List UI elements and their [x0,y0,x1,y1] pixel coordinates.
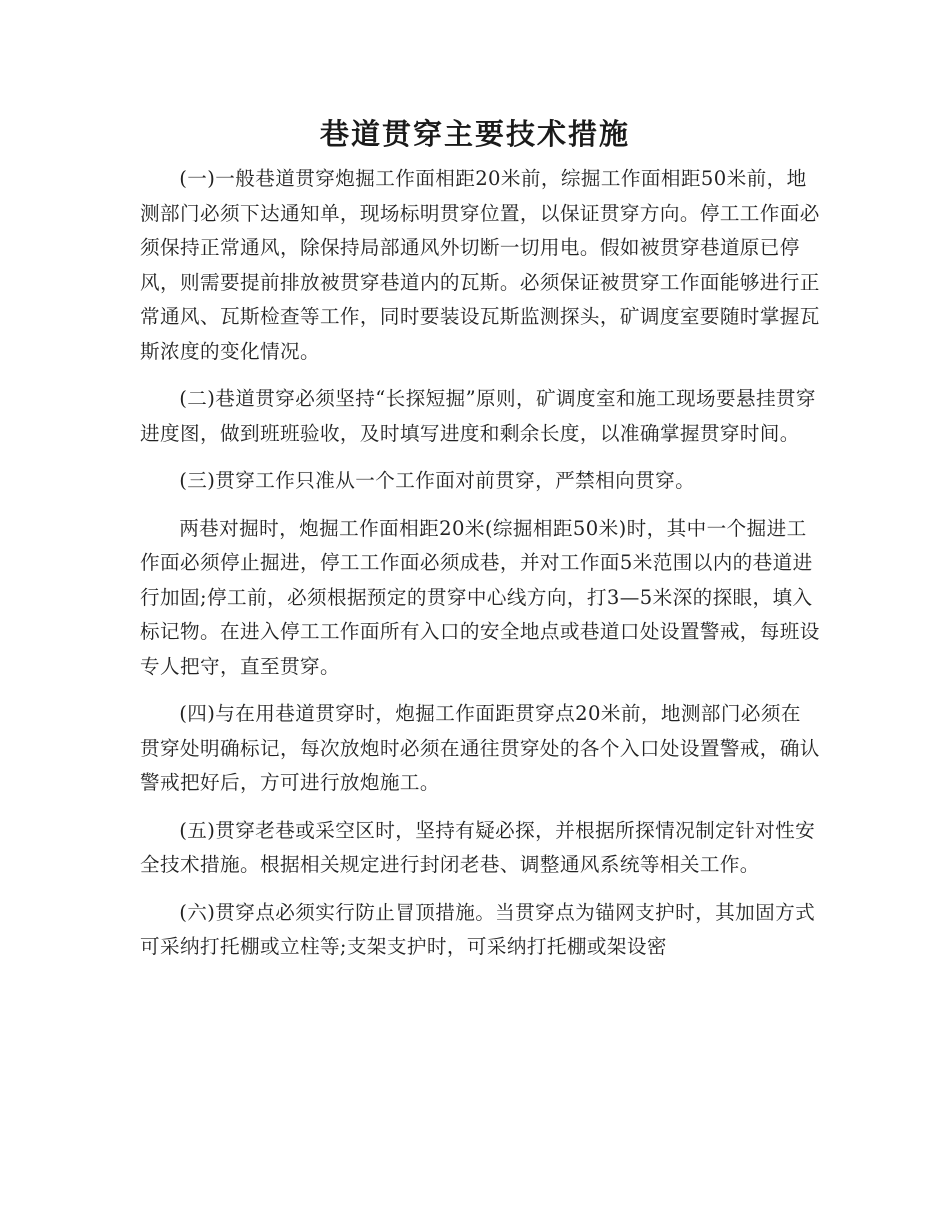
paragraph-2: (二)巷道贯穿必须坚持“长探短掘”原则，矿调度室和施工现场要悬挂贯穿进度图，做到班班验收，及时填写进度和剩余长度，以准确掌握贯穿时间。 [140,387,816,445]
document-body [140,162,820,978]
paragraph-3: (三)贯穿工作只准从一个工作面对前贯穿，严禁相向贯穿。 [179,469,696,492]
paragraph-7: (六)贯穿点必须实行防止冒顶措施。当贯穿点为锚网支护时，其加固方式可采纳打托棚或立柱等;支架支护时，可采纳打托棚或架设密 [140,900,816,958]
document-title: 巷道贯穿主要技术措施 [319,117,630,151]
paragraph-6: (五)贯穿老巷或采空区时，坚持有疑必探，并根据所探情况制定针对性安全技术措施。根据相关规定进行封闭老巷、调整通风系统等相关工作。 [140,818,816,876]
paragraph-1: (一)一般巷道贯穿炮掘工作面相距20米前，综掘工作面相距50米前，地测部门必须下达通知单，现场标明贯穿位置，以保证贯穿方向。停工工作面必须保持正常通风，除保持局部通风外切断一切用电。假如被贯穿巷道原已停风，则需要提前排放被贯穿巷道内的瓦斯。必须保证被贯穿工作面能够进行正常通风、瓦斯检查等工作，同时要装设瓦斯监测探头，矿调度室要随时掌握瓦斯浓度的变化情况。 [140,167,820,363]
paragraph-4: 两巷对掘时，炮掘工作面相距20米(综掘相距50米)时，其中一个掘进工作面必须停止掘进，停工工作面必须成巷，并对工作面5米范围以内的巷道进行加固;停工前，必须根据预定的贯穿中心线方向，打3—5米深的探眼，填入标记物。在进入停工工作面所有入口的安全地点或巷道口处设置警戒，每班设专人把守，直至贯穿。 [140,516,820,678]
paragraph-5: (四)与在用巷道贯穿时，炮掘工作面距贯穿点20米前，地测部门必须在贯穿处明确标记，每次放炮时必须在通往贯穿处的各个入口处设置警戒，确认警戒把好后，方可进行放炮施工。 [140,702,820,794]
